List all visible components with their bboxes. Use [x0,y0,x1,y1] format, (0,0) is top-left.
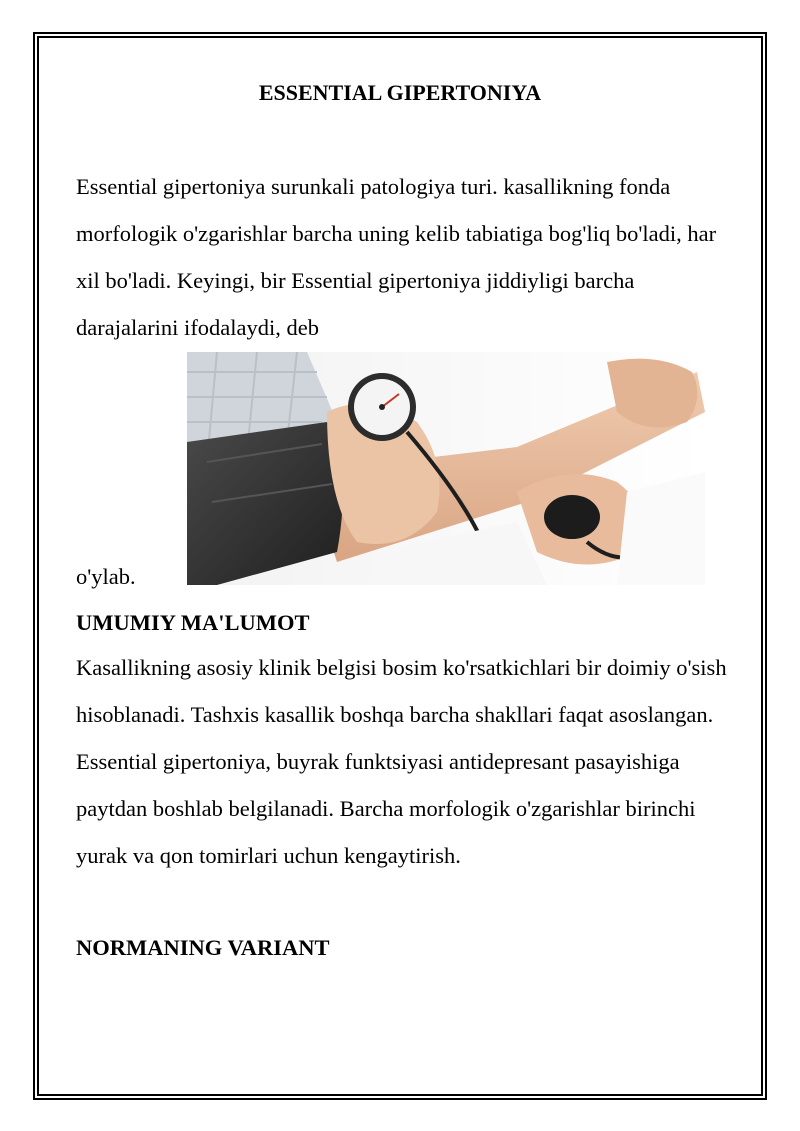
intro-paragraph: Essential gipertoniya surunkali patologiya turi. kasallikning fonda morfologik o'zgarishlar barcha uning kelib tabiatiga bog'liq bo'ladi, har xil bo'ladi. Keyingi, bir Essential gipertoniya jiddiyligi barcha darajalarini ifodalaydi, deb [76,174,717,340]
document-title: ESSENTIAL GIPERTONIYA [258,80,542,105]
intro-continuation: o'ylab. [76,564,136,589]
blood-pressure-photo [187,352,705,585]
section-paragraph-umumiy: Kasallikning asosiy klinik belgisi bosim ko'rsatkichlari bir doimiy o'sish hisoblanadi. Tashxis kasallik boshqa barcha shakllari faqat asoslangan. Essential gipertoniya, buyrak funktsiyasi antidepresant pasayishiga paytdan boshlab belgilanadi. Barcha morfologik o'zgarishlar birinchi yurak va qon tomirlari uchun kengaytirish. [76,655,727,868]
blood-pressure-illustration [187,352,705,585]
section-heading-normaning: NORMANING VARIANT [76,935,330,960]
section-heading-umumiy: UMUMIY MA'LUMOT [76,610,310,635]
